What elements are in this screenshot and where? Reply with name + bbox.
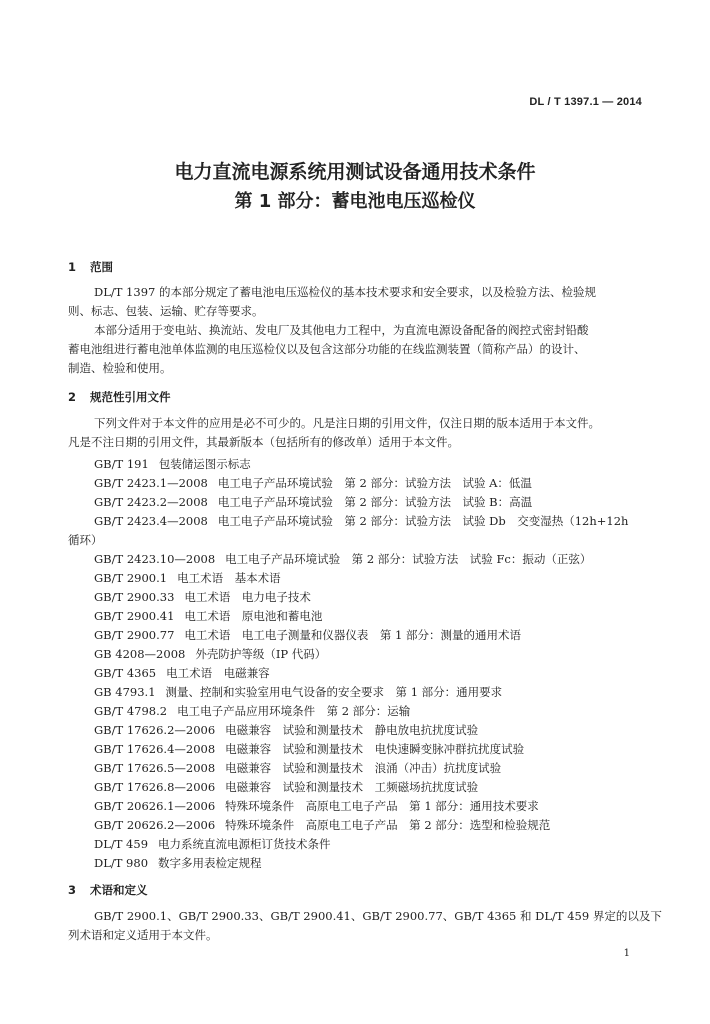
section-title: 术语和定义 — [90, 883, 148, 897]
reference-item: GB/T 4365 电工术语 电磁兼容 — [94, 666, 270, 680]
reference-item: GB/T 17626.8—2006 电磁兼容 试验和测量技术 工频磁场抗扰度试验 — [94, 780, 479, 794]
section-heading-normative-references — [68, 389, 171, 405]
reference-item: GB/T 17626.4—2008 电磁兼容 试验和测量技术 电快速瞬变脉冲群抗扰度试验 — [94, 742, 525, 756]
section-title: 范围 — [90, 260, 113, 274]
document-subtitle: 第 1 部分：蓄电池电压巡检仪 — [234, 191, 476, 212]
page-number: 1 — [623, 948, 630, 959]
terms-paragraph-line-1: GB/T 2900.1、GB/T 2900.33、GB/T 2900.41、GB/T 2900.77、GB/T 4365 和 DL/T 459 界定的以及下 — [94, 909, 662, 923]
reference-item: GB/T 2900.1 电工术语 基本术语 — [94, 571, 281, 585]
reference-item: GB/T 2423.10—2008 电工电子产品环境试验 第 2 部分：试验方法 试验 Fc：振动（正弦） — [94, 552, 592, 566]
section-number: 2 — [68, 390, 77, 404]
reference-item: GB/T 2423.4—2008 电工电子产品环境试验 第 2 部分：试验方法 试验 Db 交变湿热（12h+12h — [94, 514, 629, 528]
reference-item: DL/T 459 电力系统直流电源柜订货技术条件 — [94, 837, 331, 851]
section-number: 3 — [68, 883, 77, 897]
reference-item-wrap: 循环） — [68, 533, 103, 547]
scope-paragraph-1-line-2: 则、标志、包装、运输、贮存等要求。 — [68, 304, 264, 318]
reference-item: DL/T 980 数字多用表检定规程 — [94, 856, 262, 870]
reference-item: GB/T 2423.2—2008 电工电子产品环境试验 第 2 部分：试验方法 试验 B：高温 — [94, 495, 533, 509]
scope-paragraph-2-line-1: 本部分适用于变电站、换流站、发电厂及其他电力工程中，为直流电源设备配备的阀控式密封铅酸 — [94, 323, 589, 337]
reference-item: GB/T 4798.2 电工电子产品应用环境条件 第 2 部分：运输 — [94, 704, 411, 718]
reference-item: GB/T 17626.5—2008 电磁兼容 试验和测量技术 浪涌（冲击）抗扰度试验 — [94, 761, 502, 775]
normative-intro-line-2: 凡是不注日期的引用文件，其最新版本（包括所有的修改单）适用于本文件。 — [68, 435, 459, 449]
reference-item: GB/T 20626.2—2006 特殊环境条件 高原电工电子产品 第 2 部分：选型和检验规范 — [94, 818, 551, 832]
reference-item: GB 4793.1 测量、控制和实验室用电气设备的安全要求 第 1 部分：通用要求 — [94, 685, 503, 699]
reference-item: GB/T 191 包装储运图示标志 — [94, 457, 251, 471]
standard-code-header: DL / T 1397.1 — 2014 — [529, 96, 642, 108]
reference-item: GB/T 2423.1—2008 电工电子产品环境试验 第 2 部分：试验方法 试验 A：低温 — [94, 476, 532, 490]
section-number: 1 — [68, 260, 77, 274]
scope-paragraph-2-line-2: 蓄电池组进行蓄电池单体监测的电压巡检仪以及包含这部分功能的在线监测装置（简称产品）的设计、 — [68, 342, 586, 356]
reference-item: GB/T 2900.33 电工术语 电力电子技术 — [94, 590, 311, 604]
section-title: 规范性引用文件 — [90, 390, 171, 404]
reference-item: GB 4208—2008 外壳防护等级（IP 代码） — [94, 647, 327, 661]
document-title: 电力直流电源系统用测试设备通用技术条件 — [174, 161, 536, 183]
section-heading-terms — [68, 882, 148, 898]
reference-item: GB/T 17626.2—2006 电磁兼容 试验和测量技术 静电放电抗扰度试验 — [94, 723, 479, 737]
normative-intro-line-1: 下列文件对于本文件的应用是必不可少的。凡是注日期的引用文件，仅注日期的版本适用于本文件。 — [94, 416, 600, 430]
scope-paragraph-2-line-3: 制造、检验和使用。 — [68, 361, 172, 375]
reference-item: GB/T 2900.41 电工术语 原电池和蓄电池 — [94, 609, 323, 623]
reference-item: GB/T 2900.77 电工术语 电工电子测量和仪器仪表 第 1 部分：测量的通用术语 — [94, 628, 522, 642]
scope-paragraph-1-line-1: DL/T 1397 的本部分规定了蓄电池电压巡检仪的基本技术要求和安全要求，以及检验方法、检验规 — [94, 285, 596, 299]
section-heading-scope — [68, 259, 113, 275]
reference-item: GB/T 20626.1—2006 特殊环境条件 高原电工电子产品 第 1 部分：通用技术要求 — [94, 799, 539, 813]
terms-paragraph-line-2: 列术语和定义适用于本文件。 — [68, 928, 218, 942]
